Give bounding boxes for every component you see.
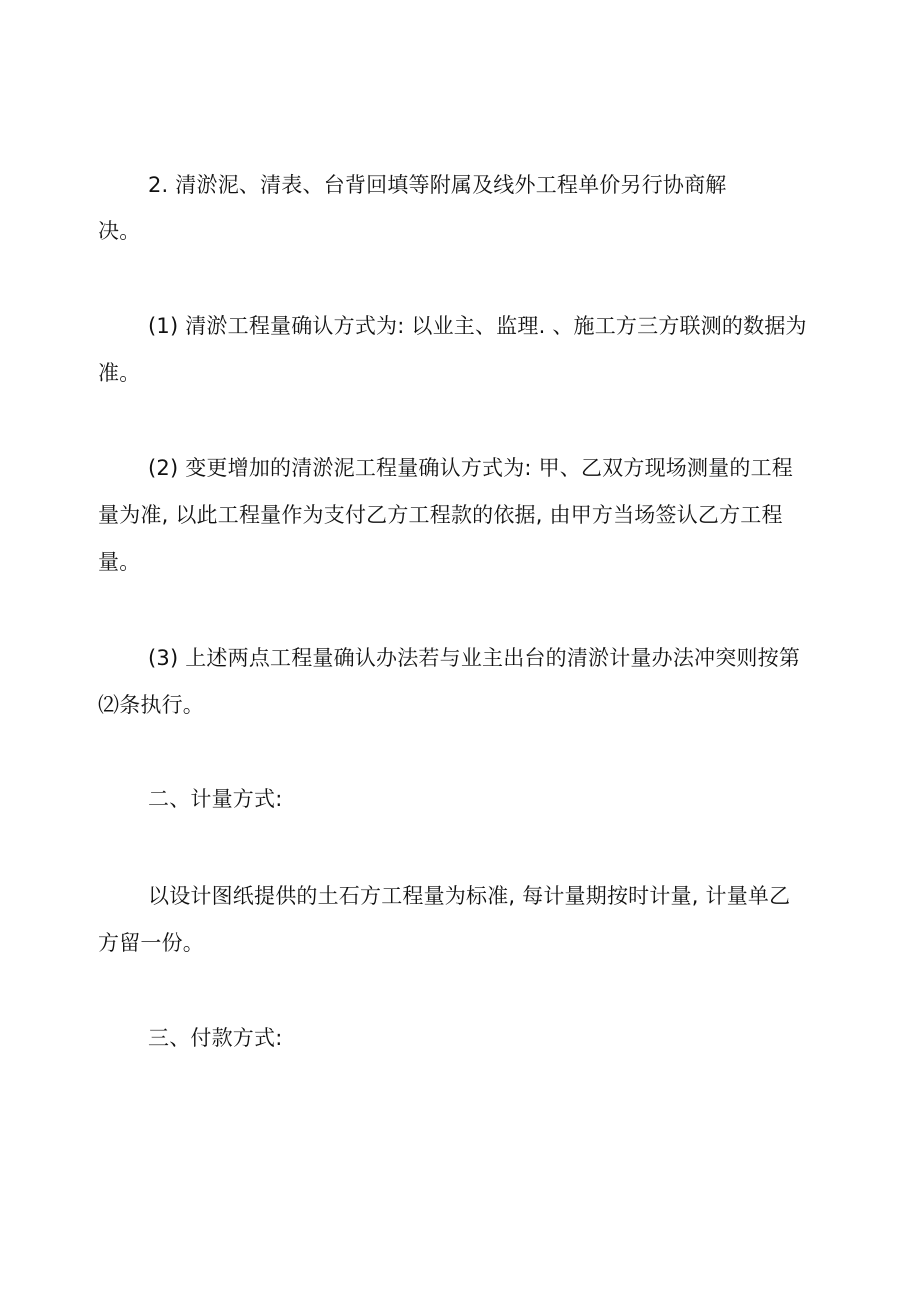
- section-heading-measurement: 二、计量方式:: [148, 787, 283, 811]
- paragraph-4-line-1: (3) 上述两点工程量确认办法若与业主出台的清淤计量办法冲突则按第: [148, 646, 801, 670]
- paragraph-4-line-2: ⑵条执行。: [98, 693, 204, 717]
- paragraph-3-line-2: 量为准, 以此工程量作为支付乙方工程款的依据, 由甲方当场签认乙方工程: [98, 503, 783, 527]
- paragraph-1-line-1: 2. 清淤泥、清表、台背回填等附属及线外工程单价另行协商解: [148, 173, 727, 197]
- paragraph-3-line-1: (2) 变更增加的清淤泥工程量确认方式为: 甲、乙双方现场测量的工程: [148, 456, 793, 480]
- paragraph-5-line-2: 方留一份。: [98, 931, 204, 955]
- paragraph-3-line-3: 量。: [98, 550, 141, 574]
- paragraph-1-line-2: 决。: [98, 219, 141, 243]
- section-heading-payment: 三、付款方式:: [148, 1026, 283, 1050]
- paragraph-5-line-1: 以设计图纸提供的土石方工程量为标准, 每计量期按时计量, 计量单乙: [148, 884, 791, 908]
- paragraph-2-line-1: (1) 清淤工程量确认方式为: 以业主、监理. 、施工方三方联测的数据为: [148, 314, 807, 338]
- paragraph-2-line-2: 准。: [98, 361, 141, 385]
